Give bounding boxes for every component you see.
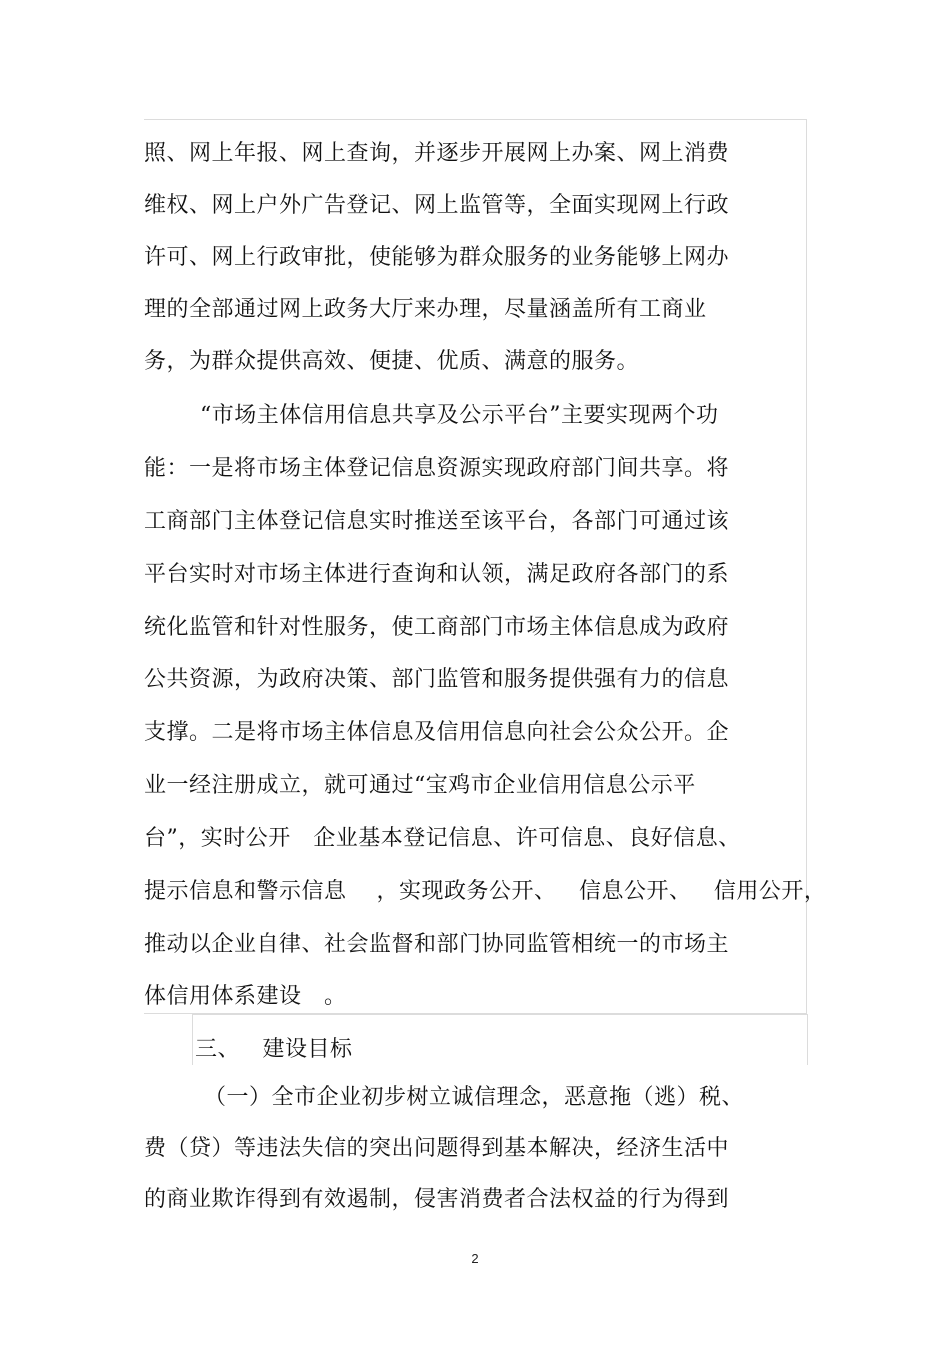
paragraph-line: 工商部门主体登记信息实时推送至该平台，各部门可通过该 [144, 509, 730, 534]
page-number: 2 [471, 1251, 479, 1266]
paragraph-line: 务，为群众提供高效、便捷、优质、满意的服务。 [144, 349, 640, 374]
paragraph-line: “市场主体信用信息共享及公示平台”主要实现两个功 [200, 403, 719, 428]
paragraph-line: 理的全部通过网上政务大厅来办理，尽量涵盖所有工商业 [144, 297, 707, 322]
paragraph-line: 体信用体系建设 。 [144, 984, 347, 1009]
paragraph-line: 许可、网上行政审批，使能够为群众服务的业务能够上网办 [144, 245, 730, 270]
section-heading: 三、 建设目标 [195, 1037, 353, 1062]
paragraph-line: 公共资源，为政府决策、部门监管和服务提供强有力的信息 [144, 667, 730, 692]
paragraph-line: 提示信息和警示信息 ，实现政务公开、 信息公开、 信用公开， [144, 879, 827, 904]
paragraph-line: 能：一是将市场主体登记信息资源实现政府部门间共享。将 [144, 456, 730, 481]
paragraph-line: 的商业欺诈得到有效遏制，侵害消费者合法权益的行为得到 [144, 1187, 730, 1212]
paragraph-line: 费（贷）等违法失信的突出问题得到基本解决，经济生活中 [144, 1136, 730, 1161]
paragraph-line: 统化监管和针对性服务，使工商部门市场主体信息成为政府 [144, 615, 730, 640]
paragraph-line: 台”，实时公开 企业基本登记信息、许可信息、良好信息、 [144, 826, 741, 851]
paragraph-line: 平台实时对市场主体进行查询和认领，满足政府各部门的系 [144, 562, 730, 587]
paragraph-line: 支撑。二是将市场主体信息及信用信息向社会公众公开。企 [144, 720, 730, 745]
paragraph-line: 业一经注册成立，就可通过“宝鸡市企业信用信息公示平 [144, 773, 696, 798]
paragraph-line: 照、网上年报、网上查询，并逐步开展网上办案、网上消费 [144, 141, 730, 166]
paragraph-line: 维权、网上户外广告登记、网上监管等，全面实现网上行政 [144, 193, 730, 218]
paragraph-line: （一）全市企业初步树立诚信理念，恶意拖（逃）税、 [204, 1085, 745, 1110]
paragraph-line: 推动以企业自律、社会监督和部门协同监管相统一的市场主 [144, 932, 730, 957]
